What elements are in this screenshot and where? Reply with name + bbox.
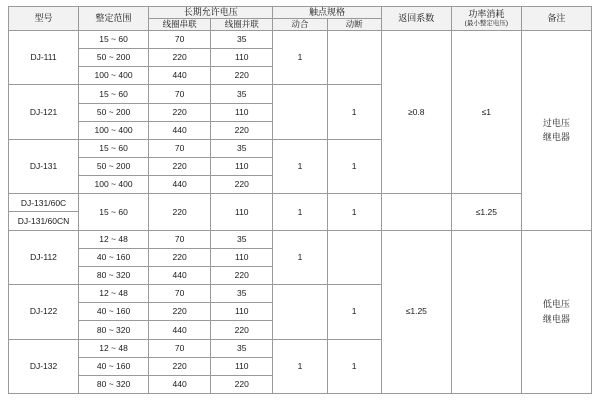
cell-contact-open	[327, 230, 381, 284]
cell-model: DJ-122	[9, 285, 79, 339]
cell-parallel: 110	[211, 157, 273, 175]
remark-lower-line2: 继电器	[542, 313, 570, 324]
header-return-coefficient: 返回系数	[381, 7, 451, 31]
cell-range: 100 ~ 400	[79, 121, 149, 139]
cell-parallel: 110	[211, 103, 273, 121]
cell-series: 440	[149, 266, 211, 284]
cell-power-consumption-special: ≤1.25	[451, 194, 521, 230]
cell-contact-open: 1	[327, 139, 381, 193]
cell-contact-close: 1	[273, 30, 327, 84]
cell-series: 220	[149, 248, 211, 266]
cell-parallel: 220	[211, 321, 273, 339]
header-power-consumption	[451, 7, 521, 31]
cell-model: DJ-112	[9, 230, 79, 284]
cell-series: 440	[149, 176, 211, 194]
cell-range: 100 ~ 400	[79, 176, 149, 194]
cell-series: 70	[149, 30, 211, 48]
table-row	[9, 30, 592, 48]
cell-parallel: 35	[211, 339, 273, 357]
cell-range: 80 ~ 320	[79, 321, 149, 339]
cell-model: DJ-131	[9, 139, 79, 193]
cell-range: 40 ~ 160	[79, 357, 149, 375]
cell-series: 440	[149, 121, 211, 139]
cell-model: DJ-131/60C	[9, 194, 79, 212]
cell-parallel: 110	[211, 49, 273, 67]
cell-power-consumption-upper: ≤1	[451, 30, 521, 193]
cell-range: 15 ~ 60	[79, 139, 149, 157]
header-setting-range: 整定范围	[79, 7, 149, 31]
cell-series: 70	[149, 85, 211, 103]
cell-contact-close: 1	[273, 230, 327, 284]
cell-range: 100 ~ 400	[79, 67, 149, 85]
header-remark: 备注	[521, 7, 591, 31]
cell-series: 220	[149, 303, 211, 321]
cell-parallel: 220	[211, 176, 273, 194]
cell-series: 220	[149, 49, 211, 67]
cell-series: 220	[149, 103, 211, 121]
cell-parallel: 35	[211, 30, 273, 48]
header-long-term-voltage: 长期允许电压	[149, 7, 273, 19]
cell-series: 70	[149, 285, 211, 303]
cell-contact-close	[273, 85, 327, 139]
cell-parallel: 35	[211, 85, 273, 103]
cell-parallel: 220	[211, 121, 273, 139]
table-body	[9, 30, 592, 393]
cell-parallel: 110	[211, 248, 273, 266]
cell-parallel: 220	[211, 67, 273, 85]
cell-range: 50 ~ 200	[79, 49, 149, 67]
cell-range: 40 ~ 160	[79, 248, 149, 266]
header-coil-series: 线圈串联	[149, 19, 211, 31]
cell-series: 70	[149, 230, 211, 248]
table-row	[9, 230, 592, 248]
cell-series: 440	[149, 321, 211, 339]
cell-parallel: 220	[211, 375, 273, 393]
header-contact-close: 动合	[273, 19, 327, 31]
header-coil-parallel: 线圈并联	[211, 19, 273, 31]
cell-series: 220	[149, 357, 211, 375]
table-row	[9, 194, 592, 212]
cell-series: 440	[149, 375, 211, 393]
cell-remark-lower	[521, 230, 591, 393]
cell-parallel: 110	[211, 303, 273, 321]
cell-range: 50 ~ 200	[79, 157, 149, 175]
cell-parallel: 110	[211, 357, 273, 375]
cell-range: 50 ~ 200	[79, 103, 149, 121]
cell-model: DJ-111	[9, 30, 79, 84]
cell-contact-open: 1	[327, 285, 381, 339]
cell-contact-close: 1	[273, 339, 327, 393]
remark-lower-line1: 低电压	[542, 299, 570, 310]
header-contact-open: 动断	[327, 19, 381, 31]
cell-series: 440	[149, 67, 211, 85]
cell-range: 12 ~ 48	[79, 285, 149, 303]
cell-model: DJ-132	[9, 339, 79, 393]
cell-parallel: 110	[211, 194, 273, 230]
cell-remark-upper	[521, 30, 591, 230]
header-power-consumption-note: (最小整定电压)	[464, 20, 508, 28]
cell-contact-open: 1	[327, 339, 381, 393]
cell-model: DJ-131/60CN	[9, 212, 79, 230]
cell-series: 70	[149, 339, 211, 357]
cell-contact-close	[273, 285, 327, 339]
cell-range: 12 ~ 48	[79, 230, 149, 248]
cell-parallel: 35	[211, 230, 273, 248]
remark-upper-line2: 继电器	[542, 132, 570, 143]
cell-range: 80 ~ 320	[79, 375, 149, 393]
cell-contact-open: 1	[327, 85, 381, 139]
cell-parallel: 35	[211, 285, 273, 303]
cell-return-coefficient-special	[381, 194, 451, 230]
cell-power-consumption-lower	[451, 230, 521, 393]
header-contact-spec: 触点规格	[273, 7, 381, 19]
cell-range: 12 ~ 48	[79, 339, 149, 357]
cell-contact-open	[327, 30, 381, 84]
specification-table	[8, 6, 592, 394]
header-power-consumption-label: 功率消耗	[468, 9, 505, 20]
cell-parallel: 35	[211, 139, 273, 157]
cell-range: 15 ~ 60	[79, 194, 149, 230]
header-row-1	[9, 7, 592, 19]
cell-return-coefficient-upper: ≥0.8	[381, 30, 451, 193]
cell-range: 40 ~ 160	[79, 303, 149, 321]
cell-series: 220	[149, 157, 211, 175]
header-model: 型号	[9, 7, 79, 31]
cell-range: 15 ~ 60	[79, 85, 149, 103]
remark-upper-line1: 过电压	[542, 117, 570, 128]
table-header	[9, 7, 592, 31]
cell-range: 15 ~ 60	[79, 30, 149, 48]
cell-series: 220	[149, 194, 211, 230]
cell-return-coefficient-lower: ≤1.25	[381, 230, 451, 393]
cell-parallel: 220	[211, 266, 273, 284]
cell-contact-close: 1	[273, 139, 327, 193]
cell-model: DJ-121	[9, 85, 79, 139]
cell-contact-close: 1	[273, 194, 327, 230]
cell-contact-open: 1	[327, 194, 381, 230]
cell-range: 80 ~ 320	[79, 266, 149, 284]
cell-series: 70	[149, 139, 211, 157]
